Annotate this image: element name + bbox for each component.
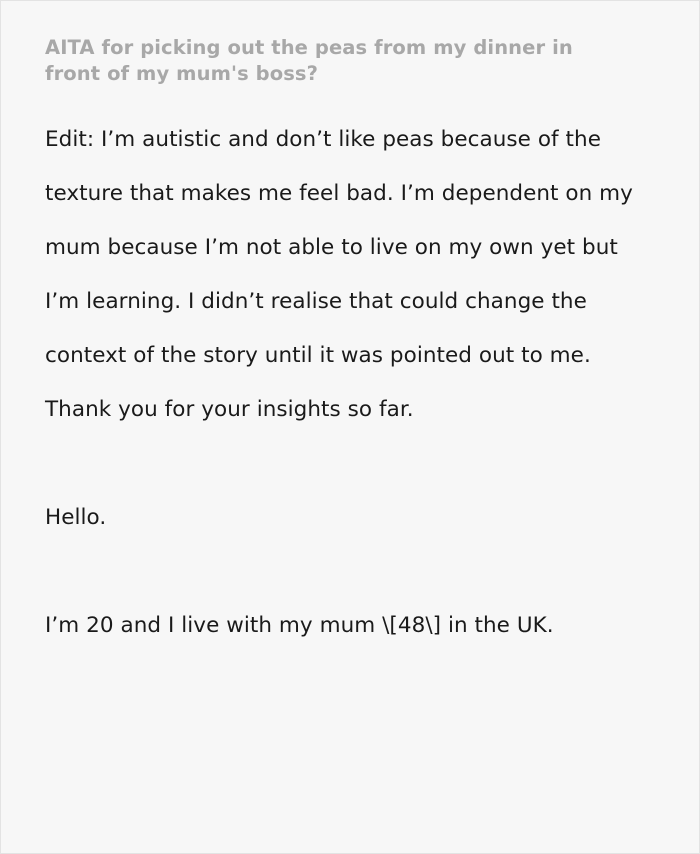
post-paragraph: I’m 20 and I live with my mum \[48\] in the UK. bbox=[45, 612, 554, 638]
post-paragraph: Hello. bbox=[45, 504, 107, 530]
post-body bbox=[45, 113, 655, 653]
page-title: AITA for picking out the peas from my dinner in front of my mum's boss? bbox=[45, 36, 573, 85]
post-paragraph: Edit: I’m autistic and don’t like peas because of the texture that makes me feel bad. I’m dependent on my mum because I’m not able to live on my own yet but I’m learning. I didn’t realise that could change the context of the story until it was pointed out to me. Thank you for your insights so far. bbox=[45, 126, 640, 422]
